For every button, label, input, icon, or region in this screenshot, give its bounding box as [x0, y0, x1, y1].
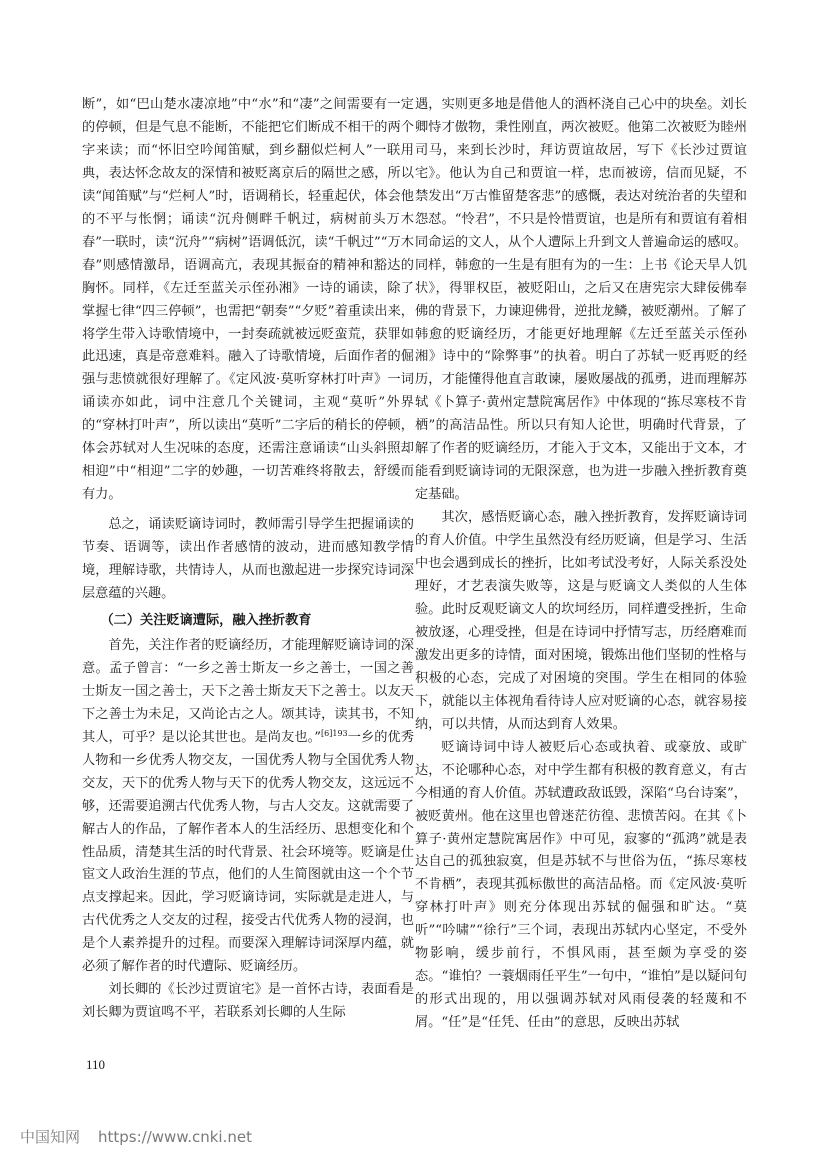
quote-explanation: 一乡的优秀人物和一乡优秀人物交友，一国优秀人物与全国优秀人物交友，天下的优秀人物与天下的优秀人物交友，这远远不够，还需要追溯古代优秀人物，与古人交友。这就需要了解古人的作品，了解作者本人的生活经历、思想变化和个性品质，清楚其生活的时代背景、社会环境等。贬谪是仕宦文人政治生涯的节点，他们的人生简图就由这一个个节点支撑起来。因此，学习贬谪诗词，实际就是走进人，与古代优秀之人交友的过程，接受古代优秀人物的浸润，也是个人素养提升的过程。而要深入理解诗词深厚内蕴，就必须了解作者的时代遭际、贬谪经历。 — [82, 729, 415, 975]
footer-url[interactable]: https://www.cnki.net — [98, 1128, 252, 1146]
footer-brand: 中国知网 — [20, 1128, 81, 1146]
page-number: 110 — [86, 1057, 106, 1072]
right-paragraph-1: 遇，实则更多地是借他人的酒杯浇自己心中的块垒。刘长卿恃才傲物，秉性刚直，两次被贬。他第二次被贬为睦州司马，来到长沙时，拜访贾谊故居，写下《长沙过贾谊宅》。他认为自己和贾谊一样，忠而被谤，信而见疑，不禁发出“万古惟留楚客悲”的感慨，表达对统治者的失望和怨怼。“怜君”，不只是怜惜贾谊，也是所有和贾谊有着相同命运的文人，从个人遭际上升到文人普遍命运的感叹。同样，韩愈的一生是有胆有为的一生：上书《论天旱人饥状》，得罪权臣，被贬阳山，之后又在唐宪宗大肆佞佛奉佛的背景下，力谏迎佛骨，逆批龙鳞，被贬潮州。了解了韩愈的贬谪经历，才能更好地理解《左迁至蓝关示侄孙湘》诗中的“除弊事”的执着。明白了苏轼一贬再贬的经历，才能懂得他直言敢谏，屡败屡战的孤勇，进而理解苏轼《卜算子·黄州定慧院寓居作》中体现的“拣尽寒枝不肯栖”的高洁品性。所以只有知人论世，明确时代背景，了解了作者的贬谪经历，才能入于文本，又能出于文本，才能看到贬谪诗词的无限深意，也为进一步融入挫折教育奠定基础。 — [415, 97, 747, 503]
right-column — [415, 94, 747, 1035]
citation-ref: [6]193 — [321, 728, 348, 738]
left-paragraph-4: 刘长卿的《长沙过贾谊宅》是一首怀古诗，表面看是刘长卿为贾谊鸣不平，若联系刘长卿的人生际 — [82, 982, 414, 1021]
footer-watermark — [20, 1126, 270, 1147]
left-paragraph-3 — [82, 635, 414, 979]
section-heading: （二）关注贬谪遭际，融入挫折教育 — [100, 612, 312, 628]
left-paragraph-2: 总之，诵读贬谪诗词时，教师需引导学生把握诵读的节奏、语调等，读出作者感情的波动，进而感知教学情境，理解诗歌，共情诗人，从而也激起进一步探究诗词深层意蕴的兴趣。 — [82, 517, 414, 602]
right-paragraph-2: 其次，感悟贬谪心态，融入挫折教育，发挥贬谪诗词的育人价值。中学生虽然没有经历贬谪，但是学习、生活中也会遇到成长的挫折，比如考试没考好，人际关系没处理好，才艺表演失败等，这是与贬谪文人类似的人生体验。此时反观贬谪文人的坎坷经历，同样遭受挫折，生命被放逐，心理受挫，但是在诗词中抒情写志，历经磨难而激发出更多的诗情，面对困境，锻炼出他们坚韧的性格与积极的心态，完成了对困境的突围。学生在相同的体验下，就能以主体视角看待诗人应对贬谪的心态，就容易接纳，可以共情，从而达到育人效果。 — [415, 510, 747, 732]
left-column — [82, 94, 414, 1025]
right-paragraph-3: 贬谪诗词中诗人被贬后心态或执着、或豪放、或旷达，不论哪种心态，对中学生都有积极的教育意义，有古今相通的育人价值。苏轼遭政敌诋毁，深陷“乌台诗案”，被贬黄州。他在这里也曾迷茫彷徨、悲愤苦闷。在其《卜算子·黄州定慧院寓居作》中可见，寂寥的“孤鸿”就是表达自己的孤独寂寞，但是苏轼不与世俗为伍，“拣尽寒枝不肯栖”，表现其孤标傲世的高洁品格。而《定风波·莫听穿林打叶声》则充分体现出苏轼的倔强和旷达。“莫听”“吟啸”“徐行”三个词，表现出苏轼内心坚定，不受外物影响，缓步前行，不惧风雨，甚至颇为享受的姿态。“谁怕？一蓑烟雨任平生”一句中，“谁怕”是以疑问句的形式出现的，用以强调苏轼对风雨侵袭的轻蔑和不屑。“任”是“任凭、任由”的意思，反映出苏轼 — [415, 739, 747, 1031]
left-paragraph-1: 断”，如“巴山楚水凄凉地”中“水”和“凄”之间需要有一定的停顿，但是气息不能断，不能把它们断成不相干的两个字来读；而“怀旧空吟闻笛赋，到乡翻似烂柯人”一联用典，表达怀念故友的深情和被贬离京后的隔世之感，所以读“闻笛赋”与“烂柯人”时，语调稍长，轻重起伏，体会他的不平与怅惘；诵读“沉舟侧畔千帆过，病树前头万木春”一联时，读“沉舟”“病树”语调低沉，读“千帆过”“万木春”则感情激昂，语调高亢，表现其振奋的精神和豁达的胸怀。同样，《左迁至蓝关示侄孙湘》一诗的诵读，除了掌握七律“四三停顿”，也需把“朝奏”“夕贬”着重读出来，将学生带入诗歌情境中，一封奏疏就被远贬蛮荒，获罪如此迅速，真是帝意难料。融入了诗歌情境，后面作者的倔强与悲愤就很好理解了。《定风波·莫听穿林打叶声》一词诵读亦如此，词中注意几个关键词，主观“莫听”外界的“穿林打叶声”，所以读出“莫听”二字后的稍长的停顿，体会苏轼对人生况味的态度，还需注意诵读“山头斜照却相迎”中“相迎”二字的妙趣，一切苦难终将散去，舒缓而有力。 — [82, 97, 414, 503]
mencius-quote: 首先，关注作者的贬谪经历，才能理解贬谪诗词的深意。孟子曾言：“一乡之善士斯友一乡之善士，一国之善士斯友一国之善士，天下之善士斯友天下之善士。以友天下之善士为未足，又尚论古之人。颂其诗，读其书，不知其人，可乎？是以论其世也。是尚友也。” — [82, 637, 414, 745]
